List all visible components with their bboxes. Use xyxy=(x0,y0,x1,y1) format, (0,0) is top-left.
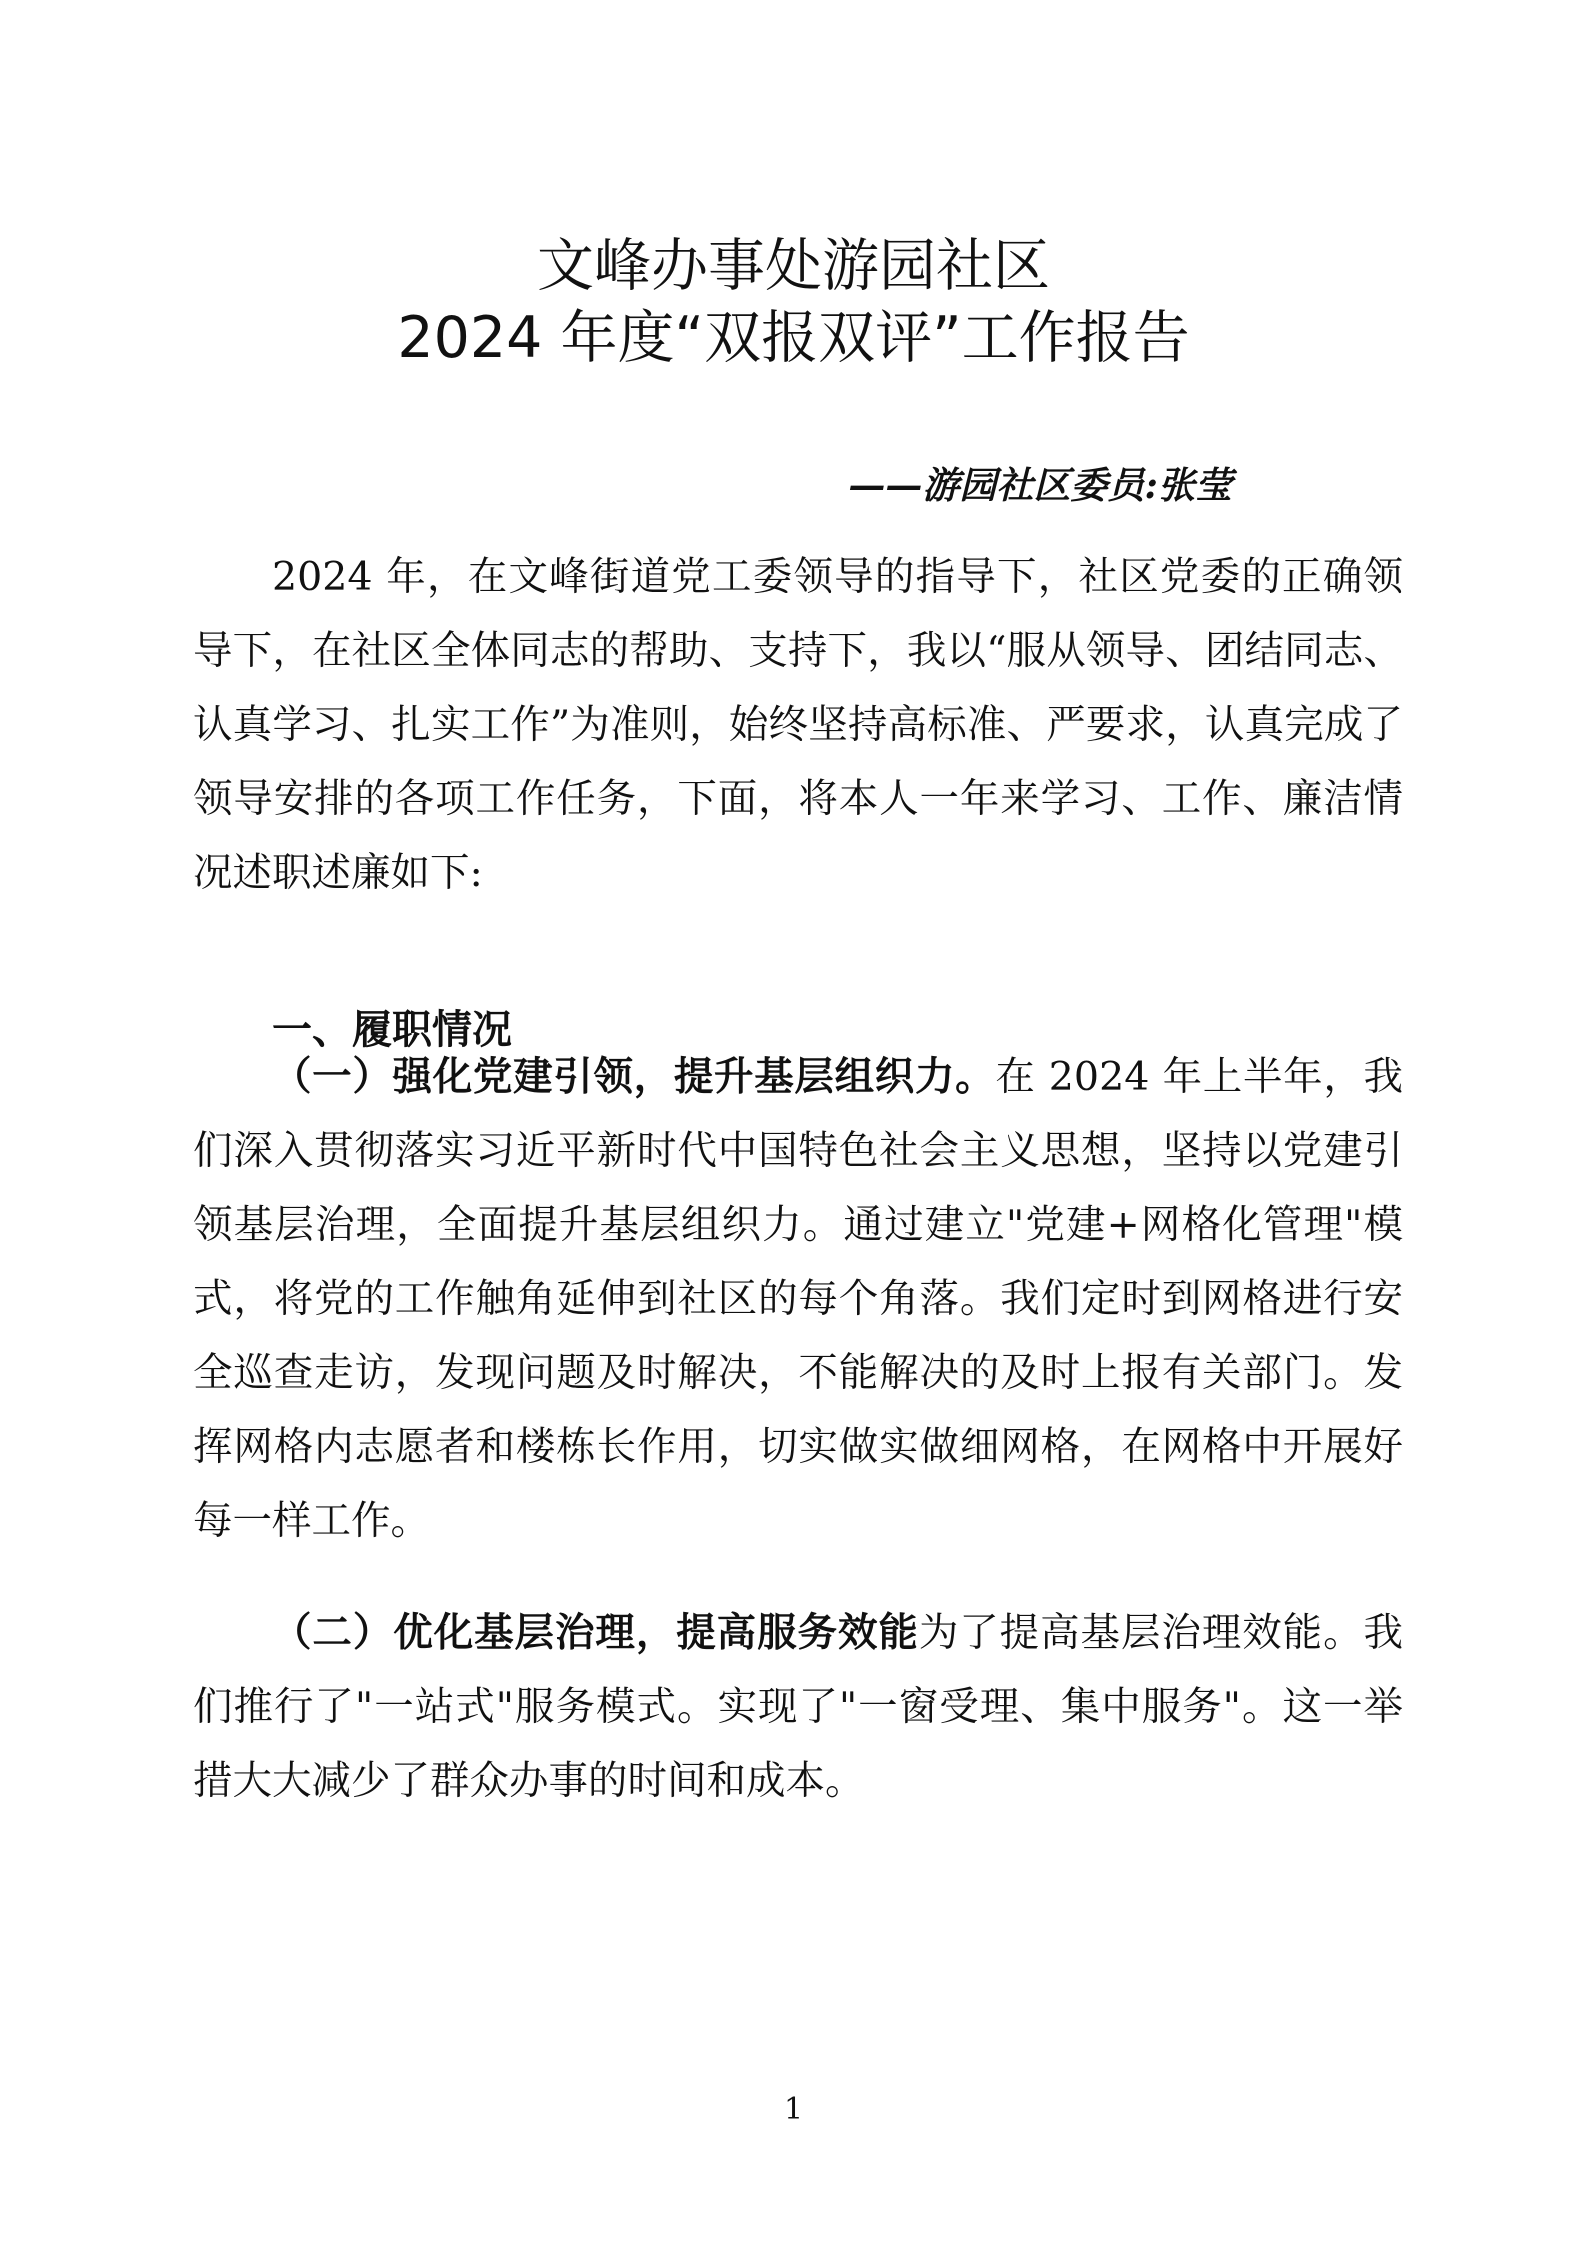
page-number: 1 xyxy=(783,2092,804,2127)
document-title-line1: 文峰办事处游园社区 xyxy=(537,233,1050,299)
item1-text: 在 2024 年上半年，我们深入贯彻落实习近平新时代中国特色社会主义思想，坚持以党建引领基层治理，全面提升基层组织力。通过建立"党建+网格化管理"模式，将党的工作触角延伸到社区的每个角落。我们定时到网格进行安全巡查走访，发现问题及时解决，不能解决的及时上报有关部门。发挥网格内志愿者和楼栋长作用，切实做实做细网格，在网格中开展好每一样工作。 xyxy=(193,1054,1404,1544)
document-title-line2: 2024 年度“双报双评”工作报告 xyxy=(397,305,1190,371)
item2-paragraph xyxy=(193,1596,1403,1818)
item1-lead: （一）强化党建引领，提升基层组织力。 xyxy=(272,1054,996,1100)
section-heading-duties: 一、履职情况 xyxy=(272,1007,512,1053)
item2-text: 为了提高基层治理效能。我们推行了"一站式"服务模式。实现了"一窗受理、集中服务"。这一举措大大减少了群众办事的时间和成本。 xyxy=(193,1610,1404,1804)
author-signature-line: ——游园社区委员:张莹 xyxy=(848,463,1232,507)
intro-paragraph: 2024 年，在文峰街道党工委领导的指导下，社区党委的正确领导下，在社区全体同志的帮助、支持下，我以“服从领导、团结同志、认真学习、扎实工作”为准则，始终坚持高标准、严要求，认真完成了领导安排的各项工作任务，下面，将本人一年来学习、工作、廉洁情况述职述廉如下: xyxy=(193,554,1403,896)
item2-lead: （二）优化基层治理，提高服务效能 xyxy=(272,1610,919,1656)
item1-paragraph xyxy=(193,1040,1403,1558)
